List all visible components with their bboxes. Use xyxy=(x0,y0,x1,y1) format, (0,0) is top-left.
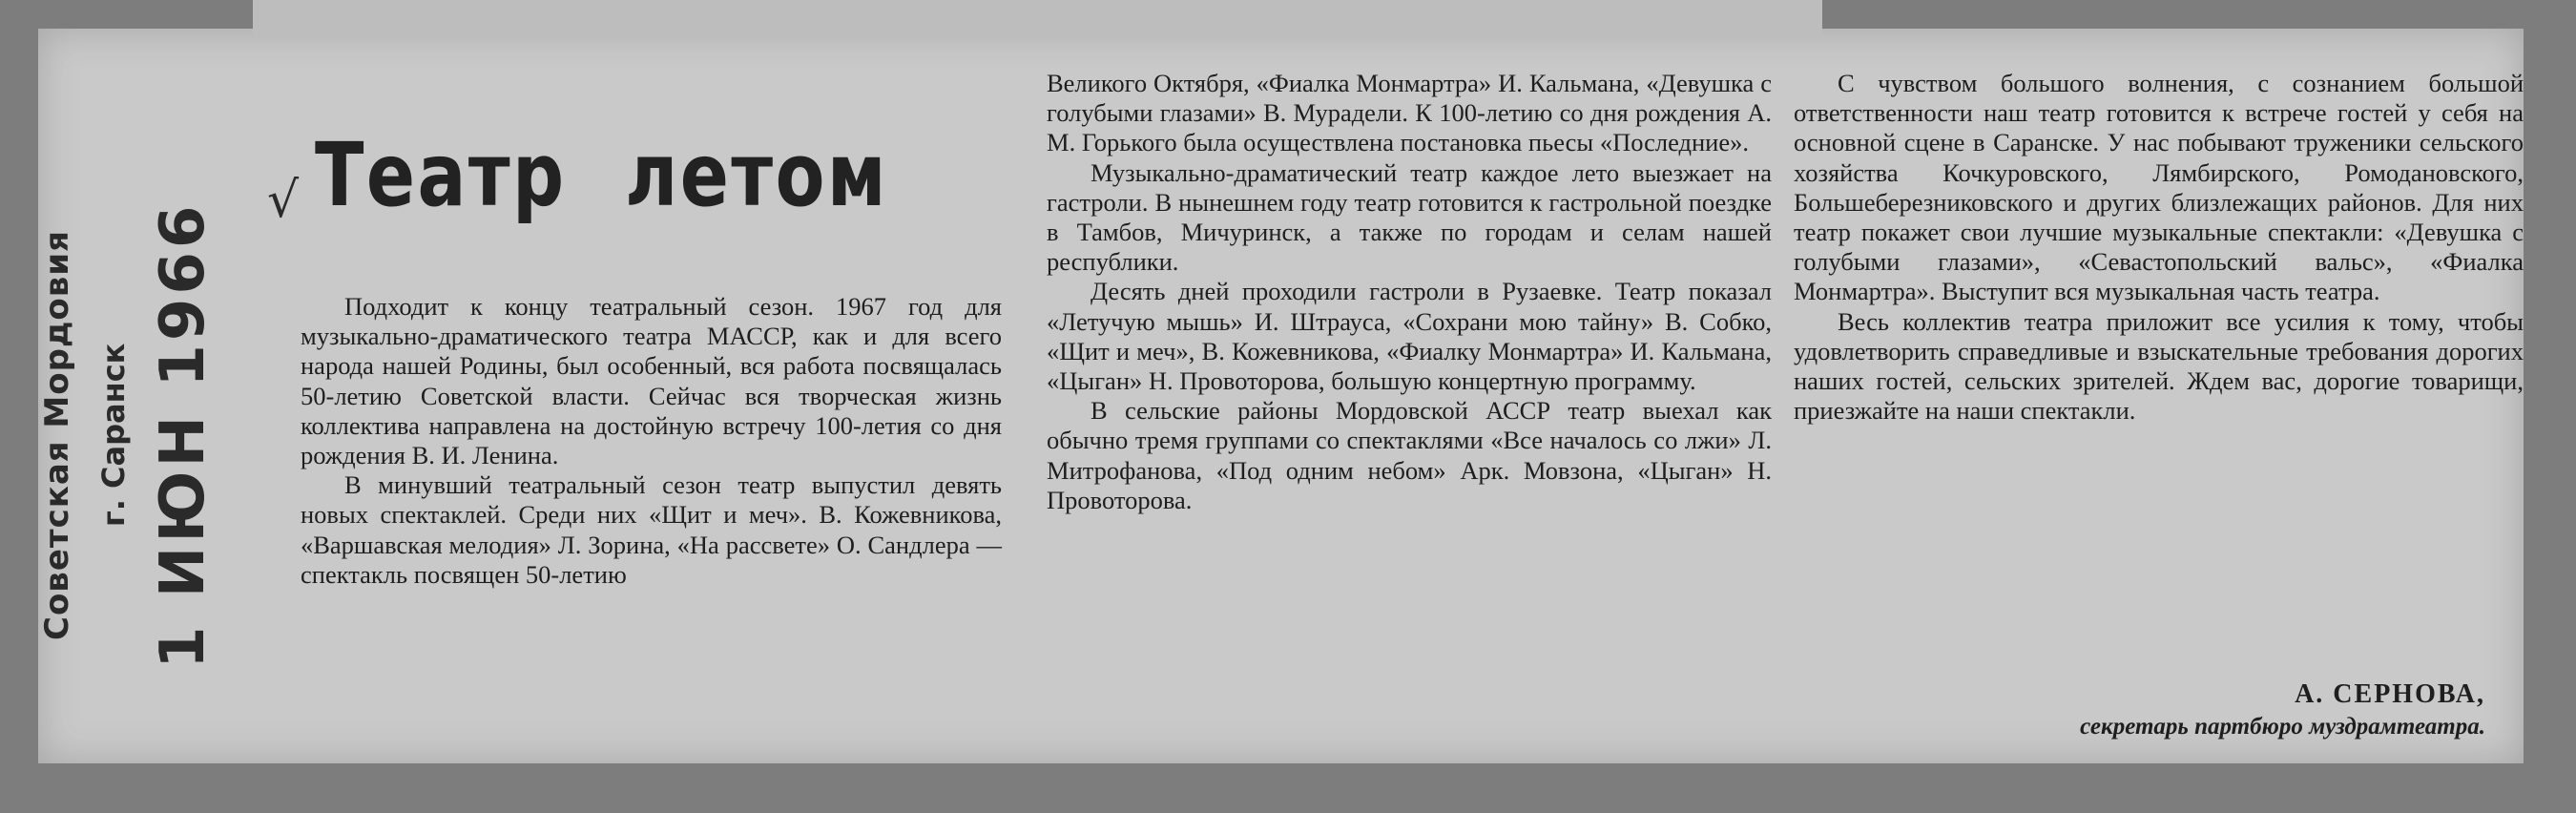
article-column-3 xyxy=(1794,69,2524,426)
clipping-top-strip xyxy=(253,0,1822,38)
paragraph: Весь коллектив театра приложит все усилия к тому, чтобы удовлетворить справедливые и взыскательные требования дорогих наших гостей, сельских зрителей. Ждем вас, дорогие товарищи, приезжайте на наши спектакли. xyxy=(1794,306,2524,426)
article-title: Театр летом xyxy=(315,124,889,226)
author-signature: А. СЕРНОВА, xyxy=(2295,679,2485,709)
paragraph: Музыкально-драматический театр каждое лето выезжает на гастроли. В нынешнем году театр готовится к гастрольной поездке в Тамбов, Мичуринск, а также по городам и селам нашей республики. xyxy=(1047,157,1772,277)
checkmark-mark: √ xyxy=(267,172,300,229)
paragraph: В минувший театральный сезон театр выпустил девять новых спектаклей. Среди них «Щит и меч». В. Кожевникова, «Варшавская мелодия» Л. Зорина, «На рассвете» О. Сандлера — спектакль посвящен 50-летию xyxy=(301,470,1002,589)
paragraph: Десять дней проходили гастроли в Рузаевке. Театр показал «Летучую мышь» И. Штрауса, «Сохрани мою тайну» В. Собко, «Щит и меч», В. Кожевникова, «Фиалку Монмартра» И. Кальмана, «Цыган» Н. Провоторова, большую концертную программу. xyxy=(1047,277,1772,396)
article-column-1 xyxy=(301,292,1002,590)
author-position: секретарь партбюро муздрамтеатра. xyxy=(2080,714,2485,740)
stamp-newspaper-name: Советская Мордовия xyxy=(38,230,76,640)
stamp-date: 1 ИЮН 1966 xyxy=(148,201,218,669)
stamp-city: г. Саранск xyxy=(95,343,132,528)
paragraph: В сельские районы Мордовской АССР театр выехал как обычно тремя группами со спектаклями «Все началось со лжи» Л. Митрофанова, «Под одним небом» Арк. Мовзона, «Цыган» Н. Провоторова. xyxy=(1047,396,1772,514)
paragraph: С чувством большого волнения, с сознанием большой ответственности наш театр готовится к встрече гостей у себя на основной сцене в Саранске. У нас побывают труженики сельского хозяйства Кочкуровского, Лямбирского, Ромодановского, Большеберезниковского и других близлежащих районов. Для них театр покажет свои лучшие музыкальные спектакли: «Девушка с голубыми глазами», «Севастопольский вальс», «Фиалка Монмартра». Выступит вся музыкальная часть театра. xyxy=(1794,69,2524,306)
paragraph: Великого Октября, «Фиалка Монмартра» И. Кальмана, «Девушка с голубыми глазами» В. Мурадели. К 100-летию со дня рождения А. М. Горького была осуществлена постановка пьесы «Последние». xyxy=(1047,69,1772,157)
article-column-2 xyxy=(1047,69,1772,515)
paragraph: Подходит к концу театральный сезон. 1967 год для музыкально-драматического театра МАССР, как и для всего народа нашей Родины, был особенный, вся работа посвящалась 50-летию Советской власти. Сейчас вся творческая жизнь коллектива направлена на достойную встречу 100-летия со дня рождения В. И. Ленина. xyxy=(301,292,1002,470)
